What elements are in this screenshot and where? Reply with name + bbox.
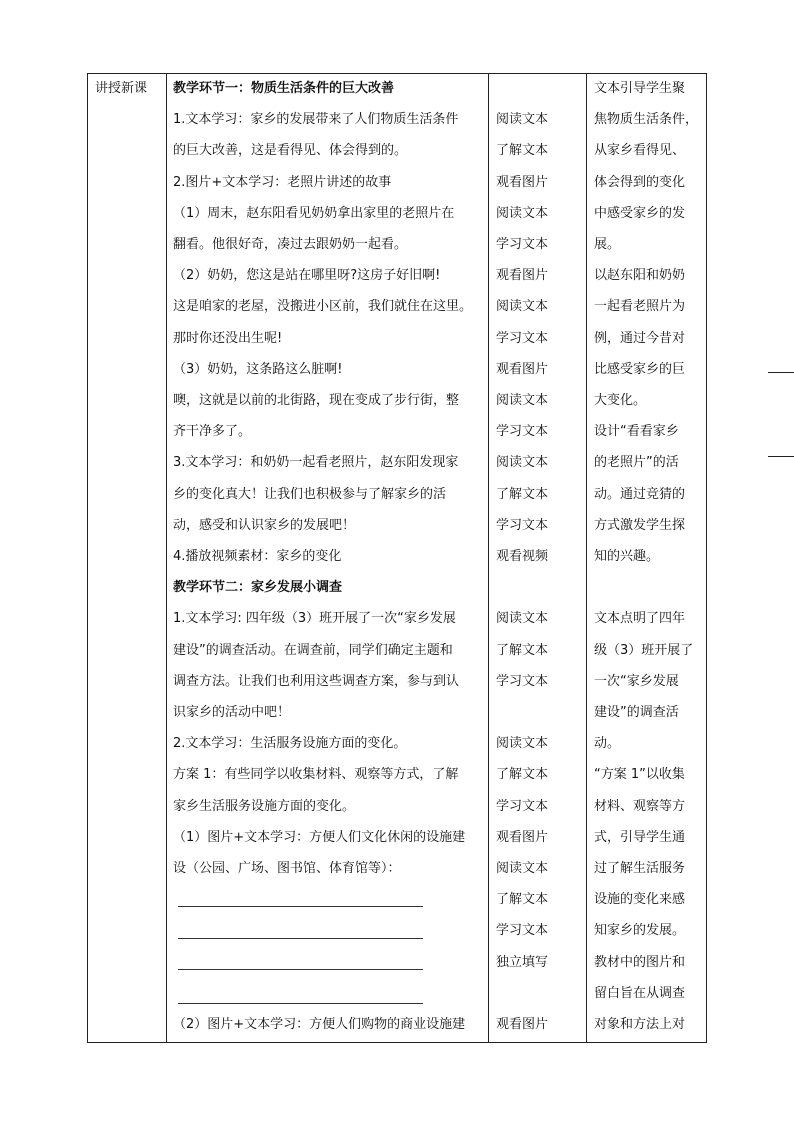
content-line: 调查方法。让我们也利用这些调查方案，参与到认	[173, 673, 460, 689]
design-intent-line: 的老照片”的活	[594, 455, 679, 471]
activity-label: 阅读文本	[496, 205, 549, 221]
content-line: 的巨大改善，这是看得见、体会得到的。	[173, 143, 408, 159]
activity-label: 观看图片	[496, 361, 549, 377]
table-border	[87, 1042, 707, 1043]
section-label: 讲授新课	[95, 81, 148, 96]
margin-mark	[768, 456, 794, 457]
design-intent-line: 体会得到的变化	[594, 174, 686, 190]
activity-label: 学习文本	[496, 673, 549, 689]
activity-label: 观看图片	[496, 174, 549, 190]
content-line: 家乡生活服务设施方面的变化。	[173, 798, 356, 814]
activity-label: 学习文本	[496, 424, 549, 440]
design-intent-line: 留白旨在从调查	[594, 985, 686, 1001]
activity-label: 了解文本	[496, 486, 549, 502]
content-line: 翻看。他很好奇，凑过去跟奶奶一起看。	[173, 237, 408, 252]
content-line: 这是咱家的老屋，没搬进小区前，我们就住在这里。	[173, 299, 473, 315]
design-intent-line: 展。	[594, 237, 621, 252]
content-line: （1）图片+文本学习：方便人们文化休闲的设施建	[173, 829, 466, 845]
design-intent-line: 级（3）班开展了	[594, 642, 694, 658]
activity-label: 学习文本	[496, 330, 549, 346]
design-intent-line: 对象和方法上对	[594, 1017, 686, 1032]
fill-in-line[interactable]	[178, 969, 423, 970]
content-line: 1.文本学习：家乡的发展带来了人们物质生活条件	[173, 112, 459, 128]
fill-in-line[interactable]	[178, 1003, 423, 1004]
fill-in-line[interactable]	[178, 906, 423, 907]
content-line: 2.文本学习：生活服务设施方面的变化。	[173, 736, 407, 752]
design-intent-line: 设施的变化来感	[594, 892, 686, 908]
activity-label: 学习文本	[496, 923, 549, 939]
activity-label: 观看图片	[496, 268, 549, 284]
content-line: 建设”的调查活动。在调查前，同学们确定主题和	[173, 642, 453, 658]
activity-label: 了解文本	[496, 143, 549, 159]
design-intent-line: 文本引导学生聚	[594, 81, 686, 96]
content-line: 噢，这就是以前的北街路，现在变成了步行街，整	[173, 393, 460, 408]
activity-label: 了解文本	[496, 642, 549, 658]
content-line: 4.播放视频素材：家乡的变化	[173, 549, 342, 564]
activity-label: 了解文本	[496, 892, 549, 908]
column-divider	[586, 73, 587, 1043]
activity-label: 阅读文本	[496, 393, 549, 408]
section-heading: 教学环节二：家乡发展小调查	[173, 580, 343, 596]
content-line: 齐干净多了。	[173, 424, 252, 440]
activity-label: 观看图片	[496, 829, 549, 845]
content-line: （3）奶奶，这条路这么脏啊!	[173, 361, 343, 377]
design-intent-line: 以赵东阳和奶奶	[594, 268, 686, 284]
table-border	[87, 73, 88, 1043]
activity-label: 观看图片	[496, 1017, 549, 1032]
content-line: 2.图片+文本学习：老照片讲述的故事	[173, 174, 392, 190]
design-intent-line: 知家乡的发展。	[594, 923, 686, 939]
design-intent-line: 例，通过今昔对	[594, 330, 686, 346]
activity-label: 阅读文本	[496, 299, 549, 315]
design-intent-line: 大变化。	[594, 393, 647, 408]
activity-label: 阅读文本	[496, 736, 549, 752]
activity-label: 独立填写	[496, 954, 549, 970]
content-line: 那时你还没出生呢!	[173, 330, 283, 346]
design-intent-line: 建设”的调查活	[594, 705, 679, 720]
content-line: （1）周末，赵东阳看见奶奶拿出家里的老照片在	[173, 205, 455, 221]
design-intent-line: 从家乡看得见、	[594, 143, 686, 159]
design-intent-line: 一次“家乡发展	[594, 673, 679, 689]
design-intent-line: “方案 1”以收集	[594, 767, 685, 783]
content-line: 乡的变化真大！让我们也积极参与了解家乡的活	[173, 486, 447, 502]
table-border	[706, 73, 707, 1043]
column-divider	[488, 73, 489, 1043]
design-intent-line: 焦物质生活条件，	[594, 112, 699, 128]
activity-label: 学习文本	[496, 517, 549, 533]
design-intent-line: 设计“看看家乡	[594, 424, 679, 440]
content-line: 方案 1：有些同学以收集材料、观察等方式，了解	[173, 767, 459, 783]
activity-label: 阅读文本	[496, 455, 549, 471]
content-line: 设（公园、广场、图书馆、体育馆等）：	[173, 861, 401, 876]
margin-mark	[768, 372, 794, 373]
section-heading: 教学环节一：物质生活条件的巨大改善	[173, 81, 395, 96]
design-intent-line: 材料、观察等方	[594, 798, 686, 814]
design-intent-line: 比感受家乡的巨	[594, 361, 686, 377]
activity-label: 了解文本	[496, 767, 549, 783]
design-intent-line: 过了解生活服务	[594, 861, 686, 876]
lesson-plan-table	[87, 73, 707, 1043]
design-intent-line: 动。	[594, 736, 621, 752]
design-intent-line: 知的兴趣。	[594, 549, 660, 564]
design-intent-line: 方式激发学生探	[594, 517, 686, 533]
design-intent-line: 一起看老照片为	[594, 299, 686, 315]
column-divider	[166, 73, 167, 1043]
activity-label: 学习文本	[496, 237, 549, 252]
table-border	[87, 73, 707, 74]
content-line: 动，感受和认识家乡的发展吧！	[173, 517, 356, 533]
design-intent-line: 文本点明了四年	[594, 611, 686, 627]
design-intent-line: 动。通过竞猜的	[594, 486, 686, 502]
activity-label: 学习文本	[496, 798, 549, 814]
content-line: （2）奶奶，您这是站在哪里呀?这房子好旧啊!	[173, 268, 441, 284]
content-line: 3.文本学习：和奶奶一起看老照片，赵东阳发现家	[173, 455, 459, 471]
design-intent-line: 中感受家乡的发	[594, 205, 686, 221]
activity-label: 观看视频	[496, 549, 549, 564]
activity-label: 阅读文本	[496, 611, 549, 627]
content-line: 1.文本学习: 四年级（3）班开展了一次“家乡发展	[173, 611, 456, 627]
activity-label: 阅读文本	[496, 861, 549, 876]
content-line: 识家乡的活动中吧！	[173, 705, 291, 720]
activity-label: 阅读文本	[496, 112, 549, 128]
design-intent-line: 式，引导学生通	[594, 829, 686, 845]
fill-in-line[interactable]	[178, 938, 423, 939]
content-line: （2）图片+文本学习：方便人们购物的商业设施建	[173, 1017, 466, 1032]
design-intent-line: 教材中的图片和	[594, 954, 686, 970]
